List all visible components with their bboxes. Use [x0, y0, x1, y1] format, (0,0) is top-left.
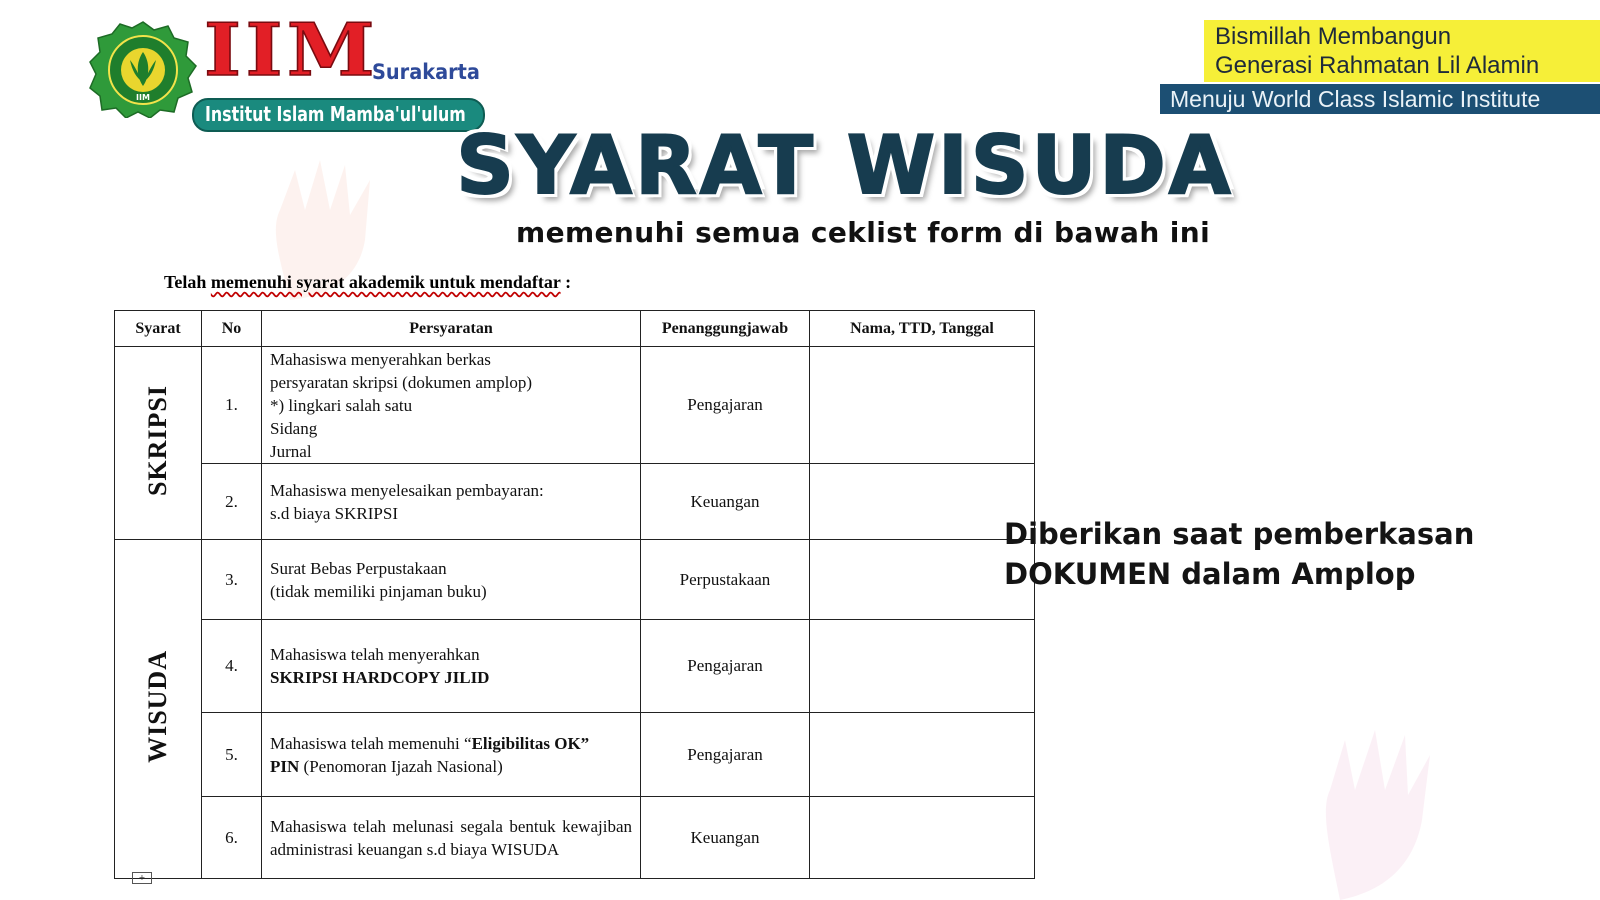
requirement-text-bold: PIN [270, 756, 300, 776]
requirement-text: Mahasiswa telah memenuhi “ [270, 733, 472, 753]
responsible-cell: Pengajaran [641, 620, 810, 713]
table-row [115, 620, 1035, 713]
requirement-line: Mahasiswa menyerahkan berkas [270, 349, 491, 369]
header-persyaratan: Persyaratan [262, 311, 641, 347]
requirement-line: Mahasiswa menyelesaikan pembayaran: [270, 480, 544, 500]
requirement-cell [262, 347, 641, 464]
signature-cell[interactable] [810, 464, 1035, 540]
group-wisuda-cell [115, 540, 202, 879]
table-resize-handle-icon[interactable]: + [132, 872, 152, 884]
requirement-line-bold: SKRIPSI HARDCOPY JILID [270, 668, 490, 687]
heading-prefix: Telah [164, 272, 211, 292]
requirement-cell [262, 620, 641, 713]
requirement-line [270, 732, 632, 755]
requirement-line [270, 755, 632, 778]
table-row [115, 797, 1035, 879]
institute-emblem-icon [88, 20, 198, 118]
group-skripsi-cell [115, 347, 202, 540]
header-syarat: Syarat [115, 311, 202, 347]
header-penanggungjawab: Penanggungjawab [641, 311, 810, 347]
table-row [115, 713, 1035, 797]
requirements-table [114, 310, 1035, 879]
logo-institute-name: Institut Islam Mamba'ul'ulum [205, 102, 466, 126]
row-number: 6. [202, 797, 262, 879]
requirement-text-bold: Eligibilitas OK” [471, 733, 590, 753]
row-number: 4. [202, 620, 262, 713]
heading-suffix: : [560, 272, 572, 292]
signature-cell[interactable] [810, 797, 1035, 879]
requirement-line: Jurnal [270, 441, 312, 461]
responsible-cell: Pengajaran [641, 347, 810, 464]
requirement-cell [262, 464, 641, 540]
requirement-line: s.d biaya SKRIPSI [270, 503, 398, 523]
requirement-line: Surat Bebas Perpustakaan [270, 558, 447, 578]
requirement-line: Sidang [270, 418, 318, 438]
table-header-row [115, 311, 1035, 347]
requirement-line: persyaratan skripsi (dokumen amplop) [270, 372, 533, 392]
header-no: No [202, 311, 262, 347]
row-number: 1. [202, 347, 262, 464]
responsible-cell: Keuangan [641, 464, 810, 540]
responsible-cell: Pengajaran [641, 713, 810, 797]
row-number: 5. [202, 713, 262, 797]
requirement-line: *) lingkari salah satu [270, 395, 413, 415]
tagline-line-3: Menuju World Class Islamic Institute [1170, 86, 1541, 112]
signature-cell[interactable] [810, 347, 1035, 464]
requirement-cell: Mahasiswa telah melunasi segala bentuk kewajiban administrasi keuangan s.d biaya WISUDA [262, 797, 641, 879]
table-row [115, 540, 1035, 620]
background-hand-decoration-2 [1290, 700, 1490, 900]
table-row [115, 464, 1035, 540]
requirement-cell [262, 540, 641, 620]
requirement-cell [262, 713, 641, 797]
table-row [115, 347, 1035, 464]
document-heading [164, 272, 571, 293]
group-wisuda-label: WISUDA [143, 650, 172, 763]
logo-city: Surakarta [372, 60, 480, 84]
tagline-line-1: Bismillah Membangun [1215, 23, 1452, 50]
signature-cell[interactable] [810, 540, 1035, 620]
requirement-line: Mahasiswa telah menyerahkan [270, 645, 480, 664]
tagline-line-2: Generasi Rahmatan Lil Alamin [1215, 52, 1540, 79]
heading-underlined: memenuhi syarat akademik untuk mendaftar [210, 272, 561, 292]
group-skripsi-label: SKRIPSI [143, 384, 172, 497]
responsible-cell: Keuangan [641, 797, 810, 879]
row-number: 3. [202, 540, 262, 620]
document-note [1004, 514, 1474, 594]
page-subtitle: memenuhi semua ceklist form di bawah ini [516, 216, 1211, 249]
note-line-1: Diberikan saat pemberkasan [1004, 517, 1475, 551]
logo-acronym: IIM [204, 7, 379, 92]
page-title: SYARAT WISUDA [456, 119, 1234, 212]
signature-cell[interactable] [810, 620, 1035, 713]
note-line-2: DOKUMEN dalam Amplop [1004, 557, 1416, 591]
responsible-cell: Perpustakaan [641, 540, 810, 620]
requirement-line: (tidak memiliki pinjaman buku) [270, 581, 487, 601]
header-signature: Nama, TTD, Tanggal [810, 311, 1035, 347]
signature-cell[interactable] [810, 713, 1035, 797]
requirement-text: (Penomoran Ijazah Nasional) [299, 756, 503, 776]
emblem-text: IIM [136, 93, 150, 102]
row-number: 2. [202, 464, 262, 540]
